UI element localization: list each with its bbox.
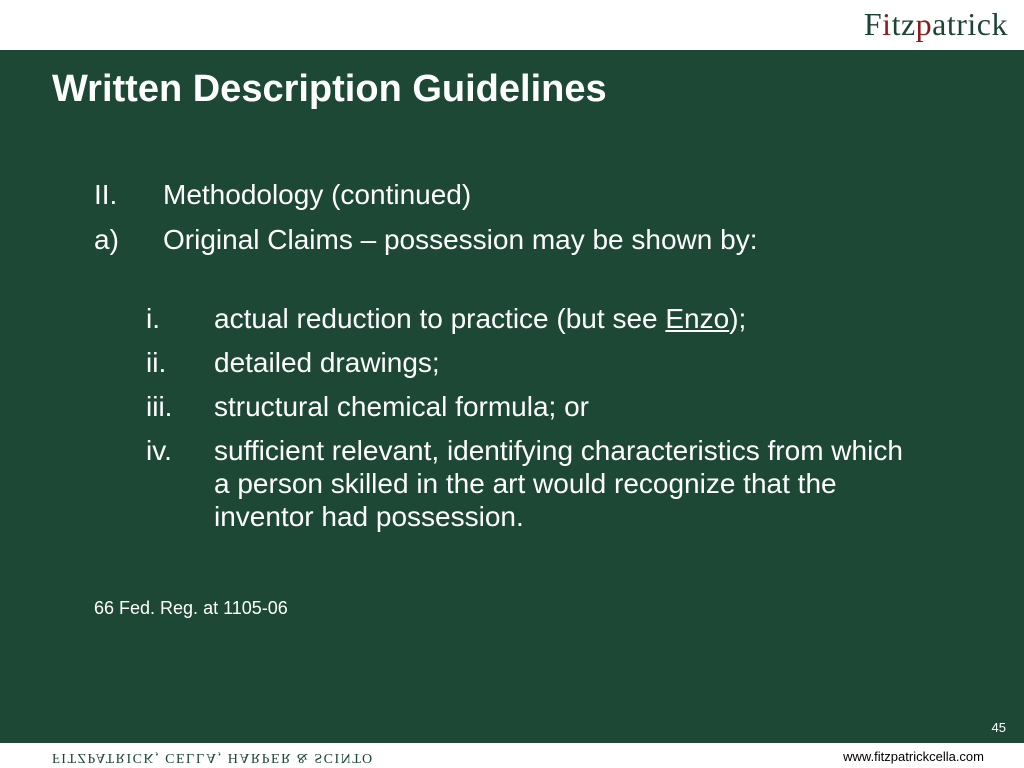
outline-text: structural chemical formula; or xyxy=(214,391,590,422)
page-number: 45 xyxy=(991,720,1006,735)
company-logo: Fitzpatrick xyxy=(863,6,1008,42)
citation: 66 Fed. Reg. at 1105-06 xyxy=(94,598,288,618)
firm-name: FITZPATRICK, CELLA, HARPER & SCINTO xyxy=(52,750,374,765)
outline-marker: ii. xyxy=(146,347,167,378)
outline-text: actual reduction to practice (but see Enzo); xyxy=(214,303,747,334)
website-url[interactable]: www.fitzpatrickcella.com xyxy=(843,749,984,764)
slide-content xyxy=(0,50,1024,743)
outline-text: Original Claims – possession may be shown by: xyxy=(163,224,758,255)
outline-marker: a) xyxy=(94,224,119,255)
outline-marker: iv. xyxy=(146,435,172,466)
outline-text: Methodology (continued) xyxy=(163,179,472,210)
header-bar xyxy=(0,0,1024,50)
outline-text: detailed drawings; xyxy=(214,347,440,378)
footer-bar xyxy=(0,743,1024,768)
outline-marker: II. xyxy=(94,179,118,210)
outline-marker: i. xyxy=(146,303,160,334)
slide-title: Written Description Guidelines xyxy=(52,68,607,110)
outline-marker: iii. xyxy=(146,391,173,422)
outline-text: sufficient relevant, identifying characteristics from which a person skilled in the art would recognize that the inventor had possession. xyxy=(214,435,903,532)
enzo-link[interactable]: Enzo xyxy=(665,303,730,334)
